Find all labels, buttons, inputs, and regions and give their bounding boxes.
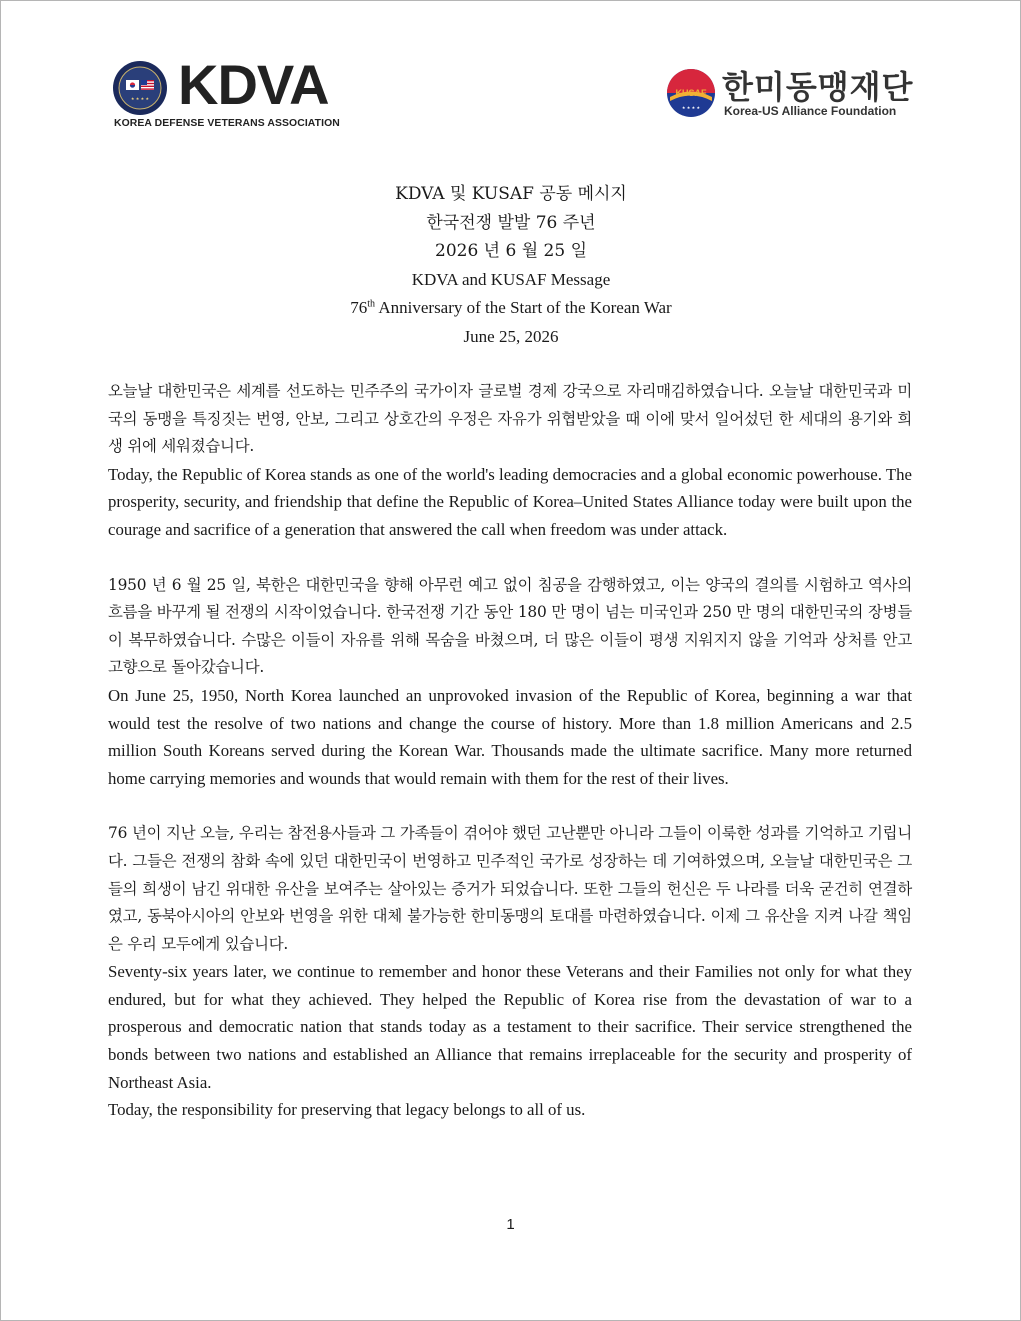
title-line-5 — [110, 294, 912, 323]
paragraph-3-english: Seventy-six years later, we continue to remember and honor these Veterans and their Families not only for what they endured, but for what they achieved. They helped the Republic of Korea rise from the devastation of war to a prosperous and democratic nation that stands today as a testament to their sacrifice. Their service strengthened the bonds between two nations and established an Alliance that remains irreplaceable for the security and prosperity of Northeast Asia. — [108, 962, 912, 1092]
title-line-3: 2026 년 6 월 25 일 — [435, 241, 587, 262]
anniversary-number: 76 — [350, 298, 368, 318]
title-line-6: June 25, 2026 — [463, 326, 559, 346]
kdva-seal-icon — [112, 60, 168, 116]
kdva-wordmark: KDVA — [178, 53, 329, 116]
paragraph-spacer — [108, 792, 912, 820]
svg-text:★ ★ ★ ★: ★ ★ ★ ★ — [681, 105, 701, 110]
anniversary-text: Anniversary of the Start of the Korean War — [375, 298, 672, 318]
paragraph-2-english: On June 25, 1950, North Korea launched an unprovoked invasion of the Republic of Korea, beginning a war that would test the resolve of two nations and change the course of history. More than 1.8 million Americans and 2.5 million South Koreans served during the Korean War. Thousands made the ultimate sacrifice. Many more returned home carrying memories and wounds that would remain with them for the rest of their lives. — [108, 685, 912, 788]
kusaf-badge-text: KUSAF — [675, 88, 707, 98]
paragraph-spacer — [108, 544, 912, 572]
kdva-subtitle: KOREA DEFENSE VETERANS ASSOCIATION — [114, 118, 340, 129]
kusaf-logo — [666, 64, 912, 124]
title-line-1: KDVA 및 KUSAF 공동 메시지 — [395, 184, 627, 204]
closing-line: Today, the responsibility for preserving that legacy belongs to all of us. — [108, 1100, 586, 1120]
anniversary-suffix: th — [367, 298, 376, 310]
kdva-logo — [112, 53, 340, 134]
kusaf-emblem-icon — [666, 68, 716, 118]
svg-text:★ ★ ★ ★: ★ ★ ★ ★ — [130, 96, 150, 101]
title-line-4: KDVA and KUSAF Message — [411, 269, 611, 289]
paragraph-1-english: Today, the Republic of Korea stands as one of the world's leading democracies and a global economic powerhouse. The prosperity, security, and friendship that define the Republic of Korea–United States Alliance today were built upon the courage and sacrifice of a generation that answered the call when freedom was under attack. — [108, 464, 912, 539]
paragraph-2-korean: 1950 년 6 월 25 일, 북한은 대한민국을 향해 아무런 예고 없이 침공을 감행하였고, 이는 양국의 결의를 시험하고 역사의 흐름을 바꾸게 될 전쟁의 시작이었습니다. 한국전쟁 기간 동안 180 만 명이 넘는 미국인과 250 만 명의 대한민국의 장병들이 복무하였습니다. 수많은 이들이 자유를 위해 목숨을 바쳤으며, 더 많은 이들이 평생 지워지지 않을 기억과 상처를 안고 고향으로 돌아갔습니다. — [108, 575, 912, 677]
kusaf-korean-name: 한미동맹재단 — [722, 68, 914, 106]
kusaf-english-name: Korea-US Alliance Foundation — [724, 104, 897, 118]
message-body — [108, 378, 912, 1124]
title-block — [110, 180, 912, 352]
page-number: 1 — [506, 1216, 515, 1233]
paragraph-1-korean: 오늘날 대한민국은 세계를 선도하는 민주주의 국가이자 글로벌 경제 강국으로 자리매김하였습니다. 오늘날 대한민국과 미국의 동맹을 특징짓는 번영, 안보, 그리고 상호간의 우정은 자유가 위협받았을 때 이에 맞서 일어섰던 한 세대의 용기와 희생 위에 세워졌습니다. — [108, 382, 912, 456]
title-line-2: 한국전쟁 발발 76 주년 — [426, 212, 596, 233]
paragraph-3-korean: 76 년이 지난 오늘, 우리는 참전용사들과 그 가족들이 겪어야 했던 고난뿐만 아니라 그들이 이룩한 성과를 기억하고 기립니다. 그들은 전쟁의 참화 속에 있던 대한민국이 번영하고 민주적인 국가로 성장하는 데 기여하였으며, 오늘날 대한민국은 그들의 희생이 남긴 위대한 유산을 보여주는 살아있는 증거가 되었습니다. 또한 그들의 헌신은 두 나라를 더욱 굳건히 연결하였고, 동북아시아의 안보와 번영을 위한 대체 불가능한 한미동맹의 토대를 마련하였습니다. 이제 그 유산을 지켜 나갈 책임은 우리 모두에게 있습니다. — [108, 824, 912, 953]
